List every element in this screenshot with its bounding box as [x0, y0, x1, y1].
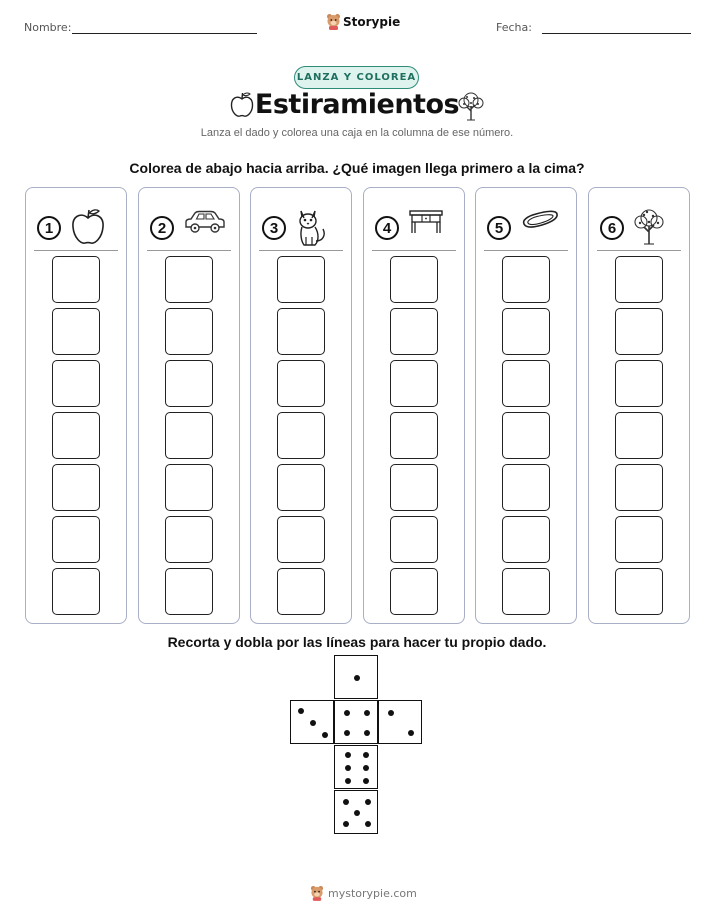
- die-pip: [363, 752, 369, 758]
- color-box[interactable]: [615, 360, 663, 407]
- color-box[interactable]: [165, 308, 213, 355]
- color-box[interactable]: [390, 516, 438, 563]
- color-box[interactable]: [277, 464, 325, 511]
- color-box[interactable]: [615, 568, 663, 615]
- column-number: 1: [37, 216, 61, 240]
- color-box[interactable]: [165, 568, 213, 615]
- brand-logo: [326, 13, 400, 30]
- die-pip: [408, 730, 414, 736]
- color-box[interactable]: [390, 360, 438, 407]
- die-pip: [344, 730, 350, 736]
- die-pip: [345, 778, 351, 784]
- column-divider: [372, 250, 456, 251]
- activity-badge: LANZA Y COLOREA: [294, 66, 419, 89]
- page-subtitle: Lanza el dado y colorea una caja en la columna de ese número.: [200, 127, 514, 139]
- color-box[interactable]: [277, 516, 325, 563]
- color-box[interactable]: [277, 308, 325, 355]
- color-box[interactable]: [52, 412, 100, 459]
- die-pip: [363, 778, 369, 784]
- color-box[interactable]: [502, 256, 550, 303]
- column-1: [25, 187, 127, 624]
- die-face-4: [334, 700, 378, 744]
- color-box[interactable]: [277, 256, 325, 303]
- die-pip: [298, 708, 304, 714]
- die-pip: [365, 821, 371, 827]
- date-label: Fecha:: [496, 21, 532, 34]
- die-pip: [365, 799, 371, 805]
- column-5: [475, 187, 577, 624]
- color-box[interactable]: [502, 568, 550, 615]
- tree-icon: [633, 207, 665, 252]
- color-box[interactable]: [390, 464, 438, 511]
- color-box[interactable]: [52, 516, 100, 563]
- die-pip: [363, 765, 369, 771]
- die-face-3: [290, 700, 334, 744]
- color-box[interactable]: [277, 412, 325, 459]
- apple-icon: [70, 207, 106, 252]
- die-pip: [364, 730, 370, 736]
- rubber-band-icon: [520, 207, 560, 238]
- die-pip: [388, 710, 394, 716]
- tree-icon: [457, 90, 485, 122]
- name-label: Nombre:: [24, 21, 72, 34]
- color-box[interactable]: [277, 360, 325, 407]
- die-face-5: [334, 790, 378, 834]
- die-face-1: [334, 655, 378, 699]
- cut-instruction: Recorta y dobla por las líneas para hacer tu propio dado.: [167, 634, 547, 650]
- color-box[interactable]: [52, 256, 100, 303]
- page-title: Estiramientos: [254, 89, 460, 120]
- footer: [310, 885, 417, 901]
- color-box[interactable]: [502, 412, 550, 459]
- column-header: [589, 198, 689, 248]
- die-pip: [310, 720, 316, 726]
- die-pip: [322, 732, 328, 738]
- cat-icon: [295, 207, 329, 254]
- column-divider: [259, 250, 343, 251]
- column-header: [364, 198, 464, 248]
- die-face-2: [378, 700, 422, 744]
- color-box[interactable]: [615, 516, 663, 563]
- die-pip: [364, 710, 370, 716]
- color-box[interactable]: [502, 308, 550, 355]
- brand-name: Storypie: [343, 14, 401, 29]
- color-box[interactable]: [390, 308, 438, 355]
- column-header: [251, 198, 351, 248]
- color-box[interactable]: [52, 308, 100, 355]
- bear-logo-icon: [326, 13, 341, 30]
- column-4: [363, 187, 465, 624]
- bear-logo-icon: [310, 885, 324, 901]
- color-box[interactable]: [502, 464, 550, 511]
- color-box[interactable]: [390, 412, 438, 459]
- column-number: 3: [262, 216, 286, 240]
- column-number: 2: [150, 216, 174, 240]
- color-box[interactable]: [165, 464, 213, 511]
- color-box[interactable]: [52, 568, 100, 615]
- desk-icon: [408, 207, 444, 240]
- column-divider: [484, 250, 568, 251]
- name-line[interactable]: [72, 33, 257, 34]
- die-pip: [354, 810, 360, 816]
- die-pip: [345, 765, 351, 771]
- color-box[interactable]: [165, 256, 213, 303]
- color-box[interactable]: [277, 568, 325, 615]
- die-pip: [343, 821, 349, 827]
- column-3: [250, 187, 352, 624]
- color-box[interactable]: [165, 360, 213, 407]
- column-number: 6: [600, 216, 624, 240]
- color-box[interactable]: [390, 256, 438, 303]
- color-box[interactable]: [52, 360, 100, 407]
- color-box[interactable]: [615, 412, 663, 459]
- column-6: [588, 187, 690, 624]
- column-divider: [147, 250, 231, 251]
- column-divider: [597, 250, 681, 251]
- footer-url[interactable]: mystorypie.com: [328, 886, 417, 900]
- color-box[interactable]: [165, 516, 213, 563]
- die-pip: [344, 710, 350, 716]
- color-box[interactable]: [615, 308, 663, 355]
- color-instruction: Colorea de abajo hacia arriba. ¿Qué imagen llega primero a la cima?: [129, 160, 585, 176]
- column-divider: [34, 250, 118, 251]
- color-box[interactable]: [390, 568, 438, 615]
- column-2: [138, 187, 240, 624]
- color-box[interactable]: [165, 412, 213, 459]
- column-number: 5: [487, 216, 511, 240]
- color-box[interactable]: [52, 464, 100, 511]
- date-line[interactable]: [542, 33, 691, 34]
- color-box[interactable]: [502, 516, 550, 563]
- column-header: [26, 198, 126, 248]
- car-icon: [183, 207, 227, 242]
- column-number: 4: [375, 216, 399, 240]
- color-box[interactable]: [502, 360, 550, 407]
- die-pip: [345, 752, 351, 758]
- die-pip: [343, 799, 349, 805]
- color-box[interactable]: [615, 256, 663, 303]
- die-pip: [354, 675, 360, 681]
- color-box[interactable]: [615, 464, 663, 511]
- column-header: [139, 198, 239, 248]
- die-face-6: [334, 745, 378, 789]
- column-header: [476, 198, 576, 248]
